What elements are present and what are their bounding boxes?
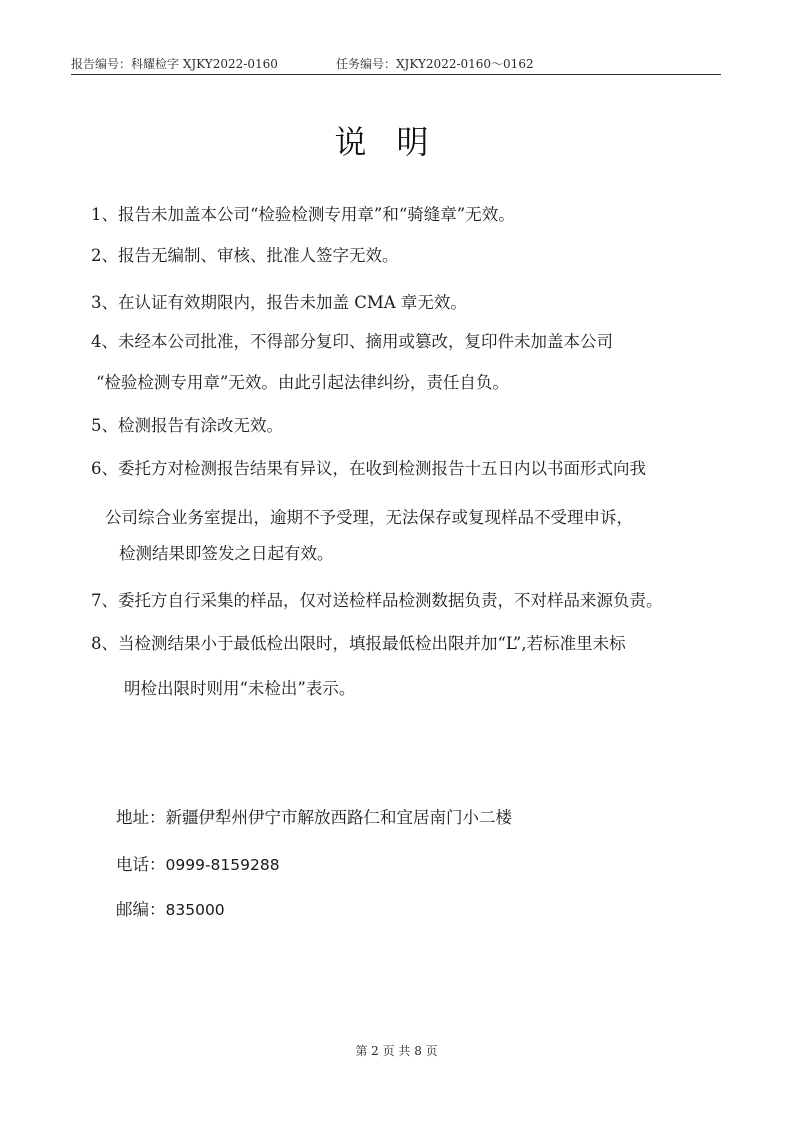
notice-item-8: 8、当检测结果小于最低检出限时，填报最低检出限并加“L”,若标准里未标 <box>91 634 626 653</box>
contact-postcode <box>116 898 225 922</box>
address-value: 新疆伊犁州伊宁市解放西路仁和宜居南门小二楼 <box>165 808 512 827</box>
task-number: 任务编号：XJKY2022-0160～0162 <box>336 57 534 71</box>
notice-item-6-continued-1: 公司综合业务室提出，逾期不予受理，无法保存或复现样品不受理申诉， <box>105 508 633 527</box>
phone-label: 电话： <box>116 855 166 874</box>
postcode-label: 邮编： <box>116 900 166 919</box>
page-header <box>71 56 721 74</box>
notice-item-5: 5、检测报告有涂改无效。 <box>91 416 283 435</box>
notice-item-7: 7、委托方自行采集的样品，仅对送检样品检测数据负责，不对样品来源负责。 <box>91 591 663 610</box>
report-number: 报告编号：科耀检字 XJKY2022-0160 <box>71 57 278 71</box>
contact-phone <box>116 853 280 877</box>
postcode-value: 835000 <box>165 901 225 919</box>
phone-value: 0999-8159288 <box>165 856 280 874</box>
page-footer: 第 2 页 共 8 页 <box>355 1044 438 1058</box>
page-title: 说明 <box>334 123 459 161</box>
header-divider <box>71 74 721 75</box>
contact-address <box>116 806 512 830</box>
notice-item-1: 1、报告未加盖本公司“检验检测专用章”和“骑缝章”无效。 <box>91 205 515 224</box>
notice-item-4: 4、未经本公司批准，不得部分复印、摘用或篡改，复印件未加盖本公司 <box>91 332 613 351</box>
notice-item-6-continued-2: 检测结果即签发之日起有效。 <box>119 544 334 563</box>
notice-item-4-continued: “检验检测专用章”无效。由此引起法律纠纷，责任自负。 <box>96 373 509 392</box>
notice-item-8-continued: 明检出限时则用“未检出”表示。 <box>124 679 356 698</box>
notice-item-3: 3、在认证有效期限内，报告未加盖 CMA 章无效。 <box>91 293 467 312</box>
address-label: 地址： <box>116 808 166 827</box>
notice-item-6: 6、委托方对检测报告结果有异议，在收到检测报告十五日内以书面形式向我 <box>91 459 646 478</box>
notice-item-2: 2、报告无编制、审核、批准人签字无效。 <box>91 246 399 265</box>
